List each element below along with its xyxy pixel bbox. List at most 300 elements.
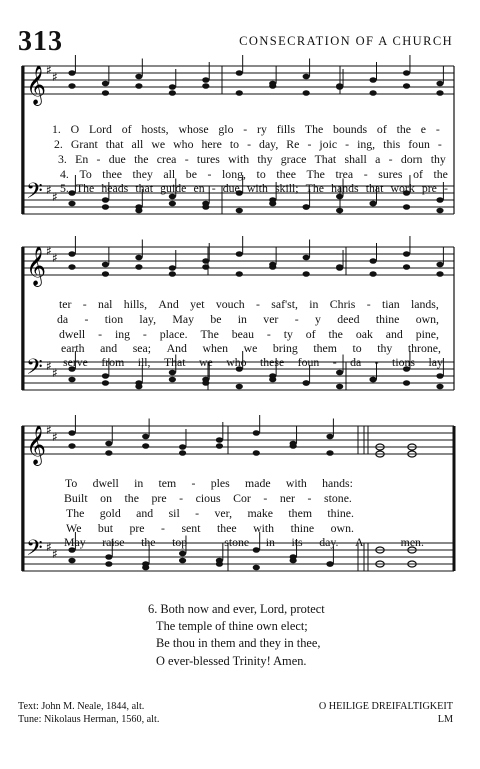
syllable: sent xyxy=(181,521,201,535)
syllable: who xyxy=(226,355,247,369)
syllable: place. xyxy=(159,327,188,341)
syllable: they xyxy=(132,167,153,181)
note-head xyxy=(169,271,176,277)
syllable: - xyxy=(191,476,196,490)
syllable: with xyxy=(246,181,268,195)
syllable: who xyxy=(173,137,194,151)
syllable: serve xyxy=(63,355,88,369)
note-head xyxy=(68,430,75,436)
syllable: And xyxy=(158,297,179,311)
syllable: - xyxy=(84,312,89,326)
sharp-icon: ♯ xyxy=(46,423,52,437)
note-head xyxy=(336,208,343,214)
syllable: - xyxy=(203,535,208,549)
note-head xyxy=(253,565,260,571)
syllable: thine xyxy=(290,521,315,535)
lyric-line xyxy=(60,181,448,195)
syllable: sea; xyxy=(132,341,152,355)
stanza-6 xyxy=(148,601,378,670)
lyric-line xyxy=(64,491,352,505)
sharp-icon: ♯ xyxy=(46,359,52,373)
note-head xyxy=(336,370,343,376)
syllable: dwell xyxy=(92,476,119,490)
note-head xyxy=(68,443,75,449)
syllable: saf'st, xyxy=(271,297,298,311)
syllable: To xyxy=(79,167,92,181)
meter: LM xyxy=(437,714,453,725)
note-head xyxy=(135,208,142,214)
note-head xyxy=(369,377,376,383)
syllable: Grant xyxy=(70,137,98,151)
syllable: Re xyxy=(286,137,300,151)
syllable: hands: xyxy=(322,476,353,490)
syllable: - xyxy=(195,506,200,520)
syllable: Chris xyxy=(329,297,356,311)
syllable: yet xyxy=(190,297,205,311)
note-head xyxy=(236,271,243,277)
syllable: deed xyxy=(337,312,360,326)
note-head xyxy=(68,558,75,564)
sharp-icon: ♯ xyxy=(46,244,52,258)
syllable: ter xyxy=(59,297,72,311)
syllable: be xyxy=(210,312,222,326)
syllable: nal xyxy=(98,297,113,311)
sharp-icon: ♯ xyxy=(52,366,58,380)
tune-name: O HEILIGE DREIFALTIGKEIT xyxy=(318,701,453,712)
syllable: we xyxy=(199,355,213,369)
syllable: May xyxy=(64,535,86,549)
syllable: hills, xyxy=(123,297,148,311)
syllable: ples xyxy=(210,476,230,490)
syllable: from xyxy=(101,355,125,369)
syllable: throne, xyxy=(407,341,441,355)
syllable: men. xyxy=(400,535,424,549)
note-head xyxy=(202,258,209,264)
note-head xyxy=(369,77,376,83)
note-head xyxy=(135,264,142,270)
syllable: - xyxy=(332,355,337,369)
syllable: foun xyxy=(408,137,430,151)
syllable: We xyxy=(66,521,82,535)
syllable: - xyxy=(388,152,393,166)
syllable: made xyxy=(245,476,271,490)
syllable: - xyxy=(255,297,260,311)
note-head xyxy=(326,434,333,440)
syllable: hosts, xyxy=(141,122,169,136)
note-head xyxy=(436,208,443,214)
sharp-icon: ♯ xyxy=(52,430,58,444)
syllable: Built xyxy=(64,491,88,505)
sharp-icon: ♯ xyxy=(52,547,58,561)
lyric-line xyxy=(52,122,440,136)
syllable: - xyxy=(380,535,385,549)
syllable: 2. xyxy=(54,137,63,151)
note-head xyxy=(216,561,223,567)
syllable: thine. xyxy=(327,506,354,520)
note-head xyxy=(269,201,276,207)
note-head xyxy=(216,443,223,449)
syllable: skill; xyxy=(274,181,299,195)
syllable: The xyxy=(304,122,324,136)
syllable: own. xyxy=(330,521,354,535)
syllable: - xyxy=(435,122,440,136)
syllable: raise xyxy=(102,535,125,549)
syllable: The xyxy=(200,327,219,341)
lyric-line xyxy=(58,152,446,166)
note-head xyxy=(142,443,149,449)
syllable: The xyxy=(66,506,85,520)
sharp-icon: ♯ xyxy=(52,70,58,84)
note-head xyxy=(303,271,310,277)
note-head xyxy=(102,81,109,87)
note-head xyxy=(135,384,142,390)
note-head xyxy=(253,450,260,456)
note-head xyxy=(102,271,109,277)
syllable: but xyxy=(97,521,113,535)
syllable: work xyxy=(390,181,415,195)
lyric-line xyxy=(63,355,443,369)
note-head xyxy=(403,83,410,89)
note-head xyxy=(290,558,297,564)
syllable: thy xyxy=(257,152,273,166)
syllable: 5. xyxy=(60,181,69,195)
tune-credit: Tune: Nikolaus Herman, 1560, alt. xyxy=(18,714,160,725)
syllable: heads xyxy=(101,181,129,195)
syllable: - xyxy=(363,167,368,181)
lyric-line xyxy=(59,327,439,341)
note-head xyxy=(303,90,310,96)
syllable: pre xyxy=(129,521,145,535)
syllable: hands xyxy=(331,181,359,195)
syllable: that xyxy=(135,181,154,195)
syllable: ner xyxy=(279,491,295,505)
note-head xyxy=(135,83,142,89)
syllable: O xyxy=(70,122,80,136)
sharp-icon: ♯ xyxy=(46,540,52,554)
syllable: dorn xyxy=(400,152,423,166)
syllable: thee xyxy=(102,167,122,181)
syllable: of xyxy=(376,122,387,136)
note-head xyxy=(179,444,186,450)
syllable: The xyxy=(75,181,95,195)
syllable: pine, xyxy=(415,327,439,341)
note-head xyxy=(236,208,243,214)
syllable: glo xyxy=(218,122,234,136)
note-head xyxy=(68,70,75,76)
note-head xyxy=(135,74,142,80)
syllable: Cor xyxy=(233,491,251,505)
syllable: y xyxy=(314,312,321,326)
syllable: and xyxy=(385,327,403,341)
note-head xyxy=(179,450,186,456)
syllable: 1. xyxy=(52,122,61,136)
syllable: foun xyxy=(297,355,320,369)
note-head xyxy=(68,264,75,270)
syllable: dwell xyxy=(59,327,86,341)
note-head xyxy=(326,561,333,567)
syllable: - xyxy=(161,521,165,535)
syllable: - xyxy=(366,297,371,311)
note-head xyxy=(403,251,410,257)
syllable: to xyxy=(229,137,240,151)
note-head xyxy=(403,264,410,270)
note-head xyxy=(269,83,276,89)
syllable: thee xyxy=(216,521,237,535)
note-head xyxy=(369,271,376,277)
syllable: the xyxy=(124,491,139,505)
syllable: and xyxy=(136,506,154,520)
syllable: ing xyxy=(114,327,131,341)
note-head xyxy=(68,201,75,207)
text-credit: Text: John M. Neale, 1844, alt. xyxy=(18,701,145,712)
syllable: cious xyxy=(195,491,221,505)
treble-clef-icon: 𝄞 xyxy=(26,65,47,105)
syllable: bring xyxy=(272,341,298,355)
syllable: sil xyxy=(168,506,180,520)
note-head xyxy=(142,565,149,571)
syllable: here xyxy=(201,137,222,151)
note-head xyxy=(336,384,343,390)
stanza-line: The temple of thine own elect; xyxy=(156,619,308,634)
treble-clef-icon: 𝄞 xyxy=(26,425,47,465)
note-head xyxy=(236,70,243,76)
note-head xyxy=(436,271,443,277)
syllable: ing, xyxy=(357,137,376,151)
note-head xyxy=(303,74,310,80)
syllable: due xyxy=(222,181,240,195)
note-head xyxy=(169,90,176,96)
stanza-line: 6. Both now and ever, Lord, protect xyxy=(148,602,325,616)
note-head xyxy=(369,201,376,207)
syllable: tions xyxy=(392,355,415,369)
syllable: whose xyxy=(178,122,209,136)
syllable: en xyxy=(193,181,205,195)
syllable: shall xyxy=(344,152,367,166)
syllable: day. xyxy=(319,535,339,549)
syllable: That xyxy=(163,355,186,369)
lyric-line xyxy=(65,476,353,490)
syllable: due xyxy=(108,152,126,166)
syllable: lay, xyxy=(139,312,157,326)
lyric-line xyxy=(64,535,424,549)
syllable: the xyxy=(433,167,448,181)
syllable: The xyxy=(305,181,324,195)
note-head xyxy=(105,450,112,456)
syllable: in xyxy=(265,535,275,549)
note-head xyxy=(436,262,443,268)
syllable: grace xyxy=(280,152,307,166)
syllable: fills xyxy=(276,122,296,136)
syllable: The xyxy=(306,167,325,181)
note-head xyxy=(436,81,443,87)
syllable: sures xyxy=(378,167,403,181)
note-head xyxy=(202,380,209,386)
syllable: guide xyxy=(160,181,187,195)
syllable: - xyxy=(444,181,448,195)
syllable: day, xyxy=(259,137,279,151)
syllable: 4. xyxy=(60,167,69,181)
note-head xyxy=(336,264,343,270)
syllable: in xyxy=(309,297,319,311)
syllable: pre xyxy=(421,181,437,195)
note-head xyxy=(436,90,443,96)
syllable: when xyxy=(202,341,229,355)
syllable: the xyxy=(396,122,411,136)
note-head xyxy=(436,384,443,390)
syllable: oak xyxy=(355,327,373,341)
syllable: That xyxy=(314,152,337,166)
note-head xyxy=(202,77,209,83)
syllable: To xyxy=(65,476,78,490)
note-head xyxy=(68,377,75,383)
syllable: ver xyxy=(263,312,279,326)
syllable: long, xyxy=(222,167,246,181)
syllable: - xyxy=(374,355,379,369)
syllable: them xyxy=(288,506,312,520)
note-head xyxy=(179,551,186,557)
syllable: Lord xyxy=(89,122,112,136)
syllable: - xyxy=(307,491,312,505)
stanza-line: Be thou in them and they in thee, xyxy=(156,636,321,651)
note-head xyxy=(102,262,109,268)
syllable: on xyxy=(100,491,112,505)
syllable: of xyxy=(413,167,423,181)
syllable: - xyxy=(345,137,350,151)
syllable: A xyxy=(355,535,364,549)
syllable: tures xyxy=(196,152,220,166)
sharp-icon: ♯ xyxy=(52,190,58,204)
syllable: tion xyxy=(104,312,124,326)
syllable: in xyxy=(134,476,144,490)
syllable: top xyxy=(172,535,188,549)
syllable: lands, xyxy=(411,297,439,311)
note-head xyxy=(102,380,109,386)
syllable: that xyxy=(105,137,124,151)
syllable: with xyxy=(253,521,275,535)
syllable: pre xyxy=(151,491,167,505)
syllable: of xyxy=(121,122,132,136)
note-head xyxy=(290,443,297,449)
note-head xyxy=(105,441,112,447)
syllable: - xyxy=(243,122,248,136)
syllable: - xyxy=(207,167,212,181)
syllable: all xyxy=(131,137,144,151)
syllable: be xyxy=(185,167,197,181)
syllable: make xyxy=(247,506,273,520)
syllable: to xyxy=(256,167,266,181)
note-head xyxy=(179,558,186,564)
lyric-line xyxy=(60,167,448,181)
syllable: crea xyxy=(156,152,177,166)
note-head xyxy=(102,204,109,210)
sharp-icon: ♯ xyxy=(46,183,52,197)
syllable: a xyxy=(375,152,381,166)
syllable: En xyxy=(75,152,89,166)
syllable: - xyxy=(266,327,271,341)
syllable: And xyxy=(166,341,187,355)
hymn-title: CONSECRATION OF A CHURCH xyxy=(239,34,453,48)
syllable: joic xyxy=(319,137,338,151)
note-head xyxy=(169,377,176,383)
syllable: the xyxy=(141,535,156,549)
note-head xyxy=(269,377,276,383)
note-head xyxy=(303,204,310,210)
syllable: thy xyxy=(377,341,393,355)
note-head xyxy=(236,384,243,390)
syllable: da xyxy=(57,312,69,326)
syllable: - xyxy=(82,297,87,311)
syllable: ty xyxy=(283,327,293,341)
note-head xyxy=(403,204,410,210)
syllable: ill, xyxy=(137,355,151,369)
lyric-line xyxy=(57,312,439,326)
syllable: - xyxy=(184,152,189,166)
syllable: - xyxy=(307,137,312,151)
note-head xyxy=(105,561,112,567)
note-head xyxy=(236,90,243,96)
lyric-line xyxy=(66,506,354,520)
syllable: we xyxy=(243,341,258,355)
syllable: we xyxy=(151,137,166,151)
lyric-line xyxy=(54,137,442,151)
note-head xyxy=(169,265,176,271)
syllable: and xyxy=(100,341,118,355)
syllable: this xyxy=(383,137,401,151)
syllable: of xyxy=(305,327,316,341)
syllable: - xyxy=(179,491,184,505)
note-head xyxy=(403,380,410,386)
syllable: stone. xyxy=(324,491,352,505)
note-head xyxy=(202,264,209,270)
syllable: gold xyxy=(99,506,121,520)
note-head xyxy=(303,255,310,261)
syllable: vouch xyxy=(215,297,245,311)
syllable: - xyxy=(247,137,252,151)
note-head xyxy=(436,197,443,203)
note-head xyxy=(236,251,243,257)
syllable: trea xyxy=(335,167,354,181)
note-head xyxy=(303,380,310,386)
sharp-icon: ♯ xyxy=(52,251,58,265)
syllable: May xyxy=(172,312,194,326)
bass-clef-icon: 𝄢 xyxy=(26,536,43,566)
note-head xyxy=(253,430,260,436)
note-head xyxy=(135,255,142,261)
lyric-line xyxy=(59,297,439,311)
syllable: ver, xyxy=(214,506,233,520)
note-head xyxy=(436,373,443,379)
syllable: lay xyxy=(428,355,443,369)
syllable: - xyxy=(263,491,268,505)
note-head xyxy=(102,197,109,203)
syllable: the xyxy=(134,152,149,166)
syllable: e xyxy=(420,122,427,136)
note-head xyxy=(105,554,112,560)
note-head xyxy=(369,258,376,264)
note-head xyxy=(202,204,209,210)
syllable: da xyxy=(350,355,362,369)
syllable: - xyxy=(211,181,216,195)
syllable: - xyxy=(437,137,442,151)
syllable: stone xyxy=(224,535,250,549)
syllable: to xyxy=(352,341,362,355)
syllable: thy xyxy=(430,152,446,166)
stanza-line: O ever-blessed Trinity! Amen. xyxy=(156,653,307,668)
syllable: its xyxy=(291,535,303,549)
note-head xyxy=(102,373,109,379)
note-head xyxy=(216,437,223,443)
syllable: that xyxy=(365,181,384,195)
